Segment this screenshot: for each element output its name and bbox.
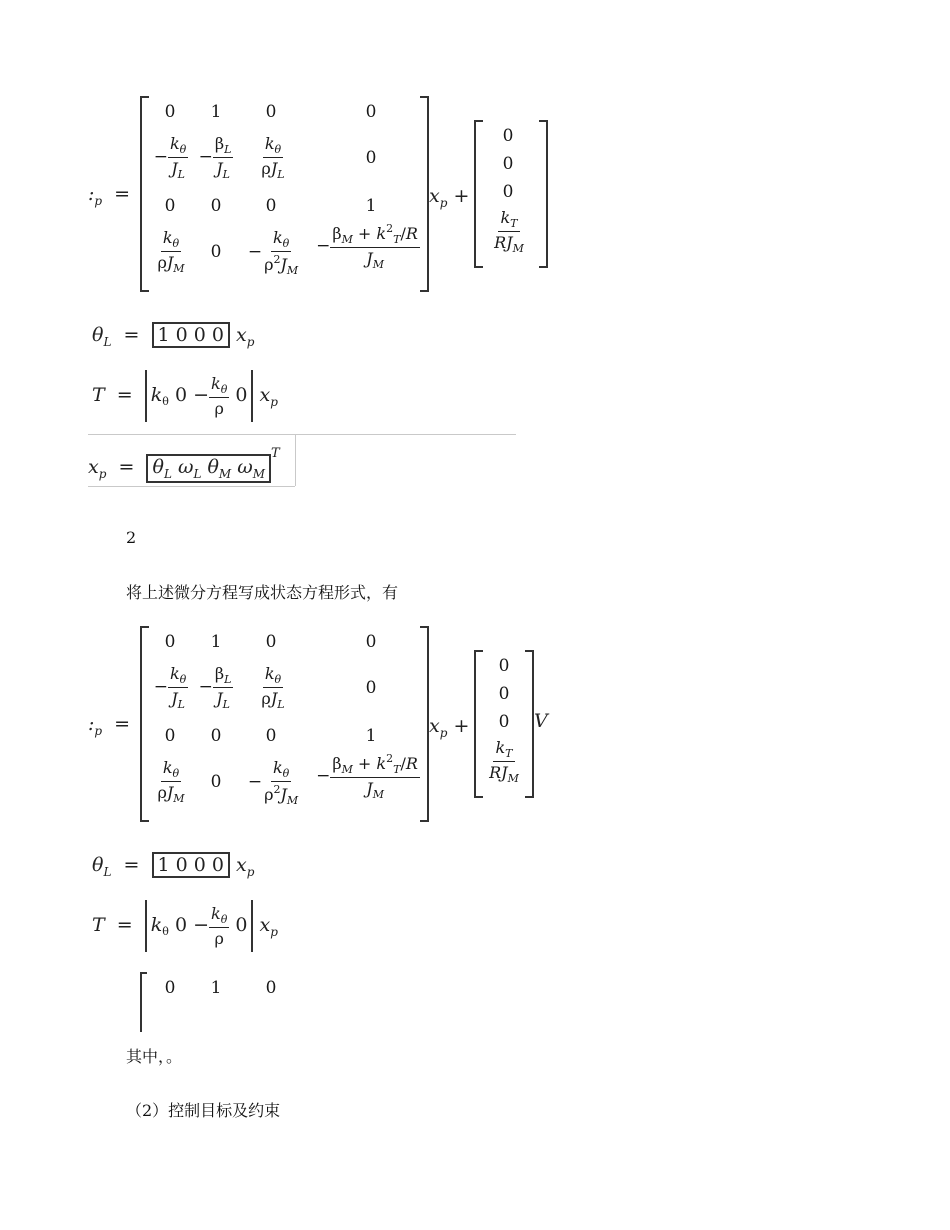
matrix-b: 0 0 0 $\frac{k_T}{RJ_M}$	[474, 120, 548, 268]
output-T-eq-1: $T = k_\theta$ 0 − $\frac{k_\theta}{\rho}$ 0 $x_p$	[92, 370, 278, 422]
xp-term-2: $x_p$ +	[429, 715, 470, 740]
state-eq-lhs-2: $:_p$ =	[88, 713, 131, 738]
equation-block-1	[88, 88, 524, 303]
matrix-a-2: 0 1 0 0 − $\frac{k_\theta}{J_L}$ − $\frac{\beta_L}{J_L}$ $\frac{k_\theta}{\rho J_L}$ 0 0 0 0 1 $\frac{k_\theta}{\rho J_M}$ 0 − $\frac{k_\theta}{\rho^2J_M}$ − $\frac{\beta_M + k^2_T/R}{J_M}$	[140, 626, 429, 822]
page-number: 2	[126, 528, 137, 547]
section-heading: （2）控制目标及约束	[126, 1101, 281, 1120]
where-paragraph: 其中，。	[126, 1047, 183, 1066]
matrix-a: 0 1 0 0 − $\frac{k_\theta}{J_L}$ − $\frac{\beta_L}{J_L}$ $\frac{k_\theta}{\rho J_L}$ 0 0 0 0 1 $\frac{k_\theta}{\rho J_M}$ 0 − $\frac{k_\theta}{\rho^2J_M}$ − $\frac{\beta_M + k^2_T/R}{J_M}$	[140, 96, 429, 292]
truncated-matrix: 0 1 0	[140, 972, 320, 1010]
output-theta-eq-2: $\theta_L = 1$ 0 0 0 $x_p$	[92, 854, 255, 879]
matrix-b-2: 0 0 0 $\frac{k_T}{RJ_M}$	[474, 650, 534, 798]
state-eq-lhs: $:_p$ =	[88, 183, 131, 208]
output-T-eq-2: $T = k_\theta$ 0 − $\frac{k_\theta}{\rho}$ 0 $x_p$	[92, 900, 278, 952]
input-v: V	[534, 710, 548, 732]
equation-block-2	[88, 618, 550, 833]
table-divider	[88, 434, 516, 435]
table-divider-bottom	[88, 486, 295, 487]
state-vector-eq: $x_p = \theta_L$ $\omega_L$ $\theta_M$ $\omega_M^T$	[88, 446, 280, 481]
table-divider-v	[295, 434, 296, 486]
output-theta-eq-1: $\theta_L = 1$ 0 0 0 $x_p$	[92, 324, 255, 349]
xp-term: $x_p$ +	[429, 185, 470, 210]
intro-paragraph: 将上述微分方程写成状态方程形式，有	[126, 583, 399, 602]
